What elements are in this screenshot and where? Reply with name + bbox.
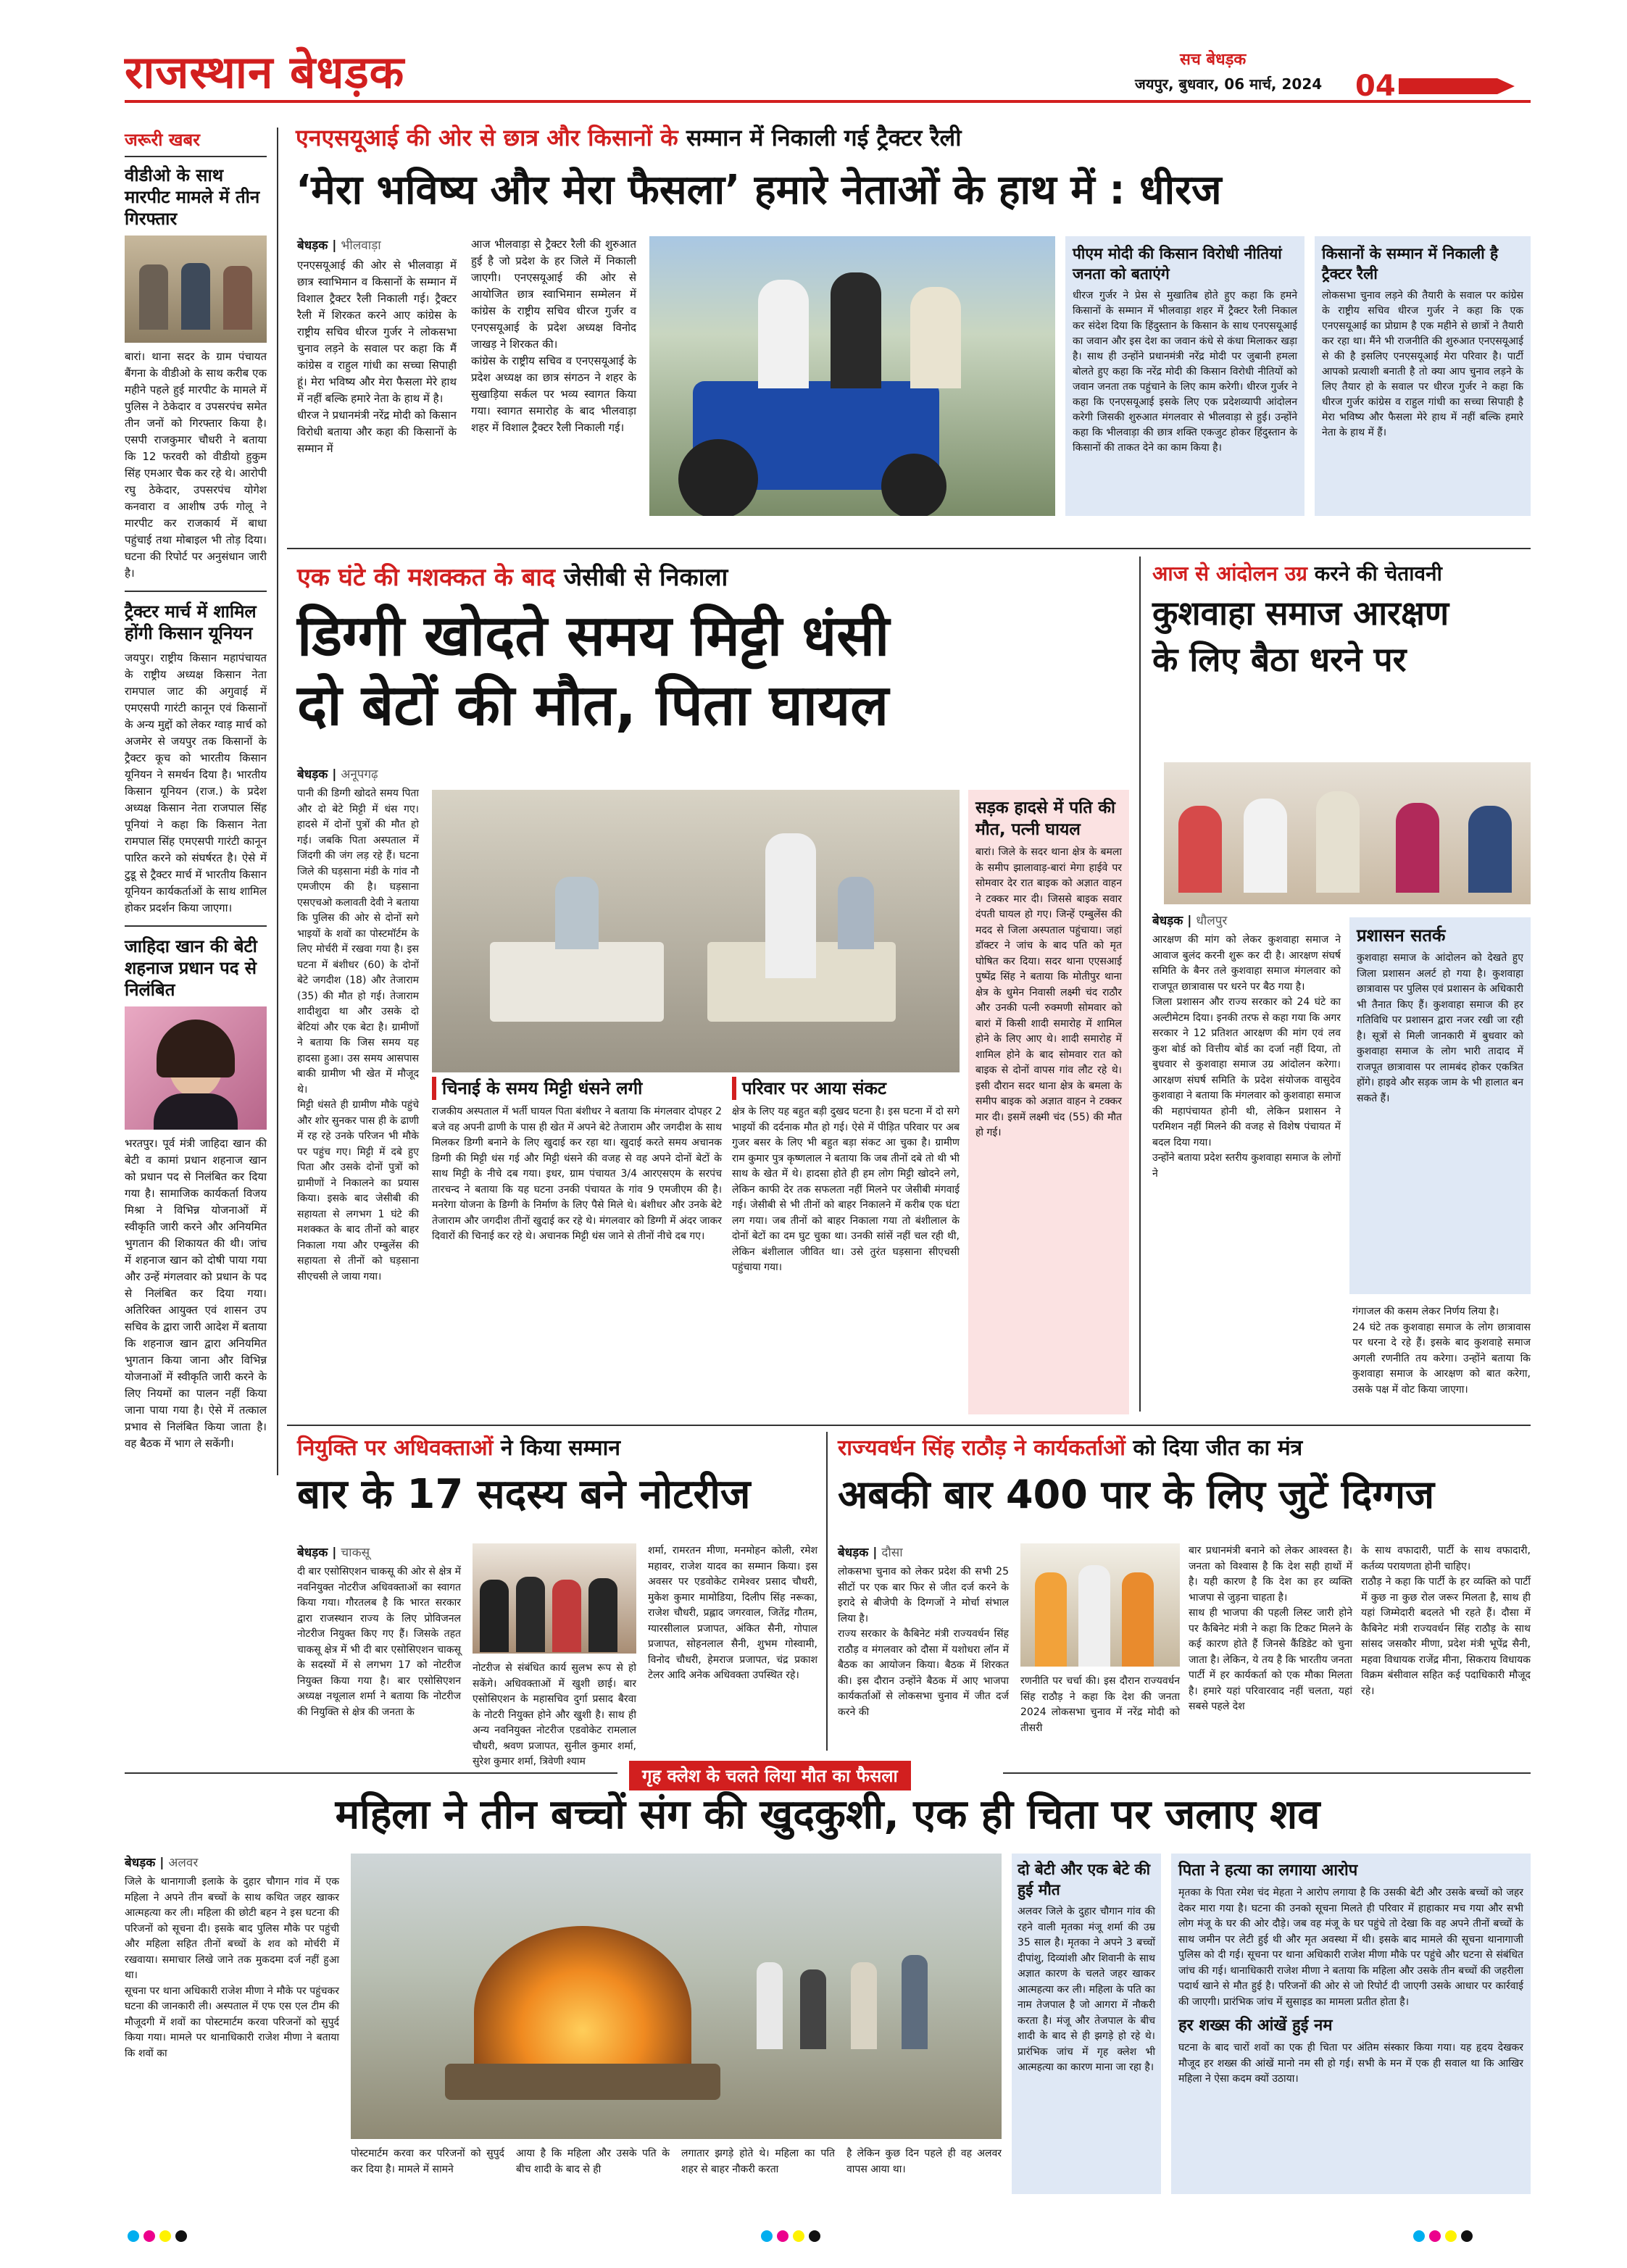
notary-photo bbox=[473, 1543, 636, 1654]
story1-byline: बेधड़क | भीलवाड़ा bbox=[297, 238, 381, 253]
sidebar-label: जरूरी खबर bbox=[125, 128, 267, 157]
story2-box1: चिनाई के समय मिट्टी धंसने लगी राजकीय अस्पताल में भर्ती घायल पिता बंशीधर ने बताया कि मंगलवार दोपहर 2 बजे वह अपनी ढाणी के पास ही खेत में अपने बेटे तेजाराम और जगदीश के साथ मिलकर डिग्गी बनाने के लिए खुदाई कर रहा था। खुदाई करते समय अचानक डिग्गी की मिट्टी धंस गई और मिट्टी धंसने की वजह से वह अपने दोनों बेटों के साथ मिट्टी के नीचे दब गया। इधर, ग्राम पंचायत 3/4 आरएसएम के सरपंच तारचन्द ने बताया कि यह घटना उनकी पंचायत के गांव 9 एमजीएम की है। मनरेगा योजना के डिग्गी के निर्माण के लिए पैसे मिले थे। बंशीधर और उनके बेटे तेजाराम और जगदीश तीनों खुदाई कर रहे थे। मंगलवार को डिग्गी में अंदर जाकर दिवारों की चिनाई कर रहे थे। अचानक मिट्टी धंस जाने से तीनों नीचे दब गए। bbox=[432, 1078, 722, 1242]
masthead-underline bbox=[125, 100, 1531, 103]
sidebar-story1-title: वीडीओ के साथ मारपीट मामले में तीन गिरफ्तार bbox=[125, 165, 260, 229]
sidebar-story3-title: जाहिदा खान की बेटी शहनाज प्रधान पद से निलंबित bbox=[125, 936, 257, 1000]
story2-side: सड़क हादसे में पति की मौत, पत्नी घायल बारां। जिले के सदर थाना क्षेत्र के बमला के समीप झालावाड़-बारां मेगा हाईवे पर सोमवार देर रात बाइक को अज्ञात वाहन ने टक्कर मार दी। जिससे बाइक सवार दंपती घायल हो गए। जिन्हें एम्बुलेंस की मदद से जिला अस्पताल पहुंचाया। जहां डॉक्टर ने जांच के बाद पति को मृत घोषित कर दिया। सदर थाना एएसआई पुष्पेंद्र सिंह ने बताया कि मोतीपुर थाना क्षेत्र के धुमेन निवासी लक्ष्मी चंद राठौर और उनकी पत्नी रुक्मणी सोमवार को बारां में किसी शादी समारोह में शामिल होने के लिए आए थे। शादी समारोह में शामिल होने के बाद सोमवार रात को बाइक से दोनों वापस गांव लौट रहे थे। इसी दौरान सदर थाना क्षेत्र के बमला के समीप बाइक को अज्ञात वाहन ने टक्कर मार दी। इसमें लक्ष्मी चंद (55) की मौत हो गई। bbox=[968, 790, 1129, 1414]
registration-marks-left bbox=[128, 2230, 191, 2245]
story3-col1: बेधड़क | धौलपुर आरक्षण की मांग को लेकर कुशवाहा समाज ने आवाज बुलंद करनी शुरू कर दी है। आरक्षण संघर्ष समिति के बैनर तले कुशवाहा समाज मंगलवार को राजपूत छात्रावास पर धरने पर बैठ गया है। जिला प्रशासन और राज्य सरकार को 24 घंटे का अल्टीमेटम दिया। इनकी तरफ से कहा गया कि अगर सरकार ने 12 प्रतिशत आरक्षण की मांग एवं लव कुश बोर्ड को वित्तीय बोर्ड का दर्जा नहीं दिया, तो बुधवार से कुशवाहा समाज उग्र आंदोलन करेगा। आरक्षण संघर्ष समिति के प्रदेश संयोजक वासुदेव कुशवाहा ने बताया कि मंगलवार को कुशवाहा समाज की महापंचायत होनी थी, लेकिन प्रशासन ने परमिशन नहीं मिलने की वजह से विशेष पंचायत में बदल दिया गया। उन्होंने बताया प्रदेश स्तरीय कुशवाहा समाज के लोगों ने bbox=[1152, 914, 1341, 1180]
story5-kicker: राज्यवर्धन सिंह राठौड़ ने कार्यकर्ताओं को दिया जीत का मंत्र bbox=[838, 1435, 1303, 1461]
story2-divider bbox=[1139, 556, 1141, 1412]
hospital-photo bbox=[432, 790, 960, 1072]
story6-kicker: गृह क्लेश के चलते लिया मौत का फैसला bbox=[629, 1761, 911, 1790]
story5-col2: रणनीति पर चर्चा की। इस दौरान राज्यवर्धन सिंह राठौड़ ने कहा कि देश की जनता 2024 लोकसभा चुनाव में नरेंद्र मोदी को तीसरी bbox=[1020, 1675, 1180, 1734]
sidebar-story3-body: भरतपुर। पूर्व मंत्री जाहिदा खान की बेटी व कामां प्रधान शहनाज खान को प्रधान पद से निलंबित कर दिया गया है। सामाजिक कार्यकर्ता विजय मिश्रा ने विभिन्न योजनाओं में स्वीकृति जारी करने और अनियमित भुगतान की शिकायत की थी। जांच में शहनाज खान को दोषी पाया गया और उन्हें मंगलवार को प्रधान के पद से निलंबित कर दिया गया। अतिरिक्त आयुक्त एवं शासन उप सचिव के द्वारा जारी आदेश में बताया कि शहनाज खान द्वारा अनियमित भुगतान किया जाना और विभिन्न योजनाओं में स्वीकृति जारी करने के लिए नियमों का पालन नहीं किया जाना पाया गया है। ऐसे में तत्काल प्रभाव से निलंबित किया जाता है। वह बैठक में भाग ले सकेंगी। bbox=[125, 1137, 267, 1450]
story4-headline: बार के 17 सदस्य बने नोटरीज bbox=[297, 1471, 751, 1518]
story6-strip2: आया है कि महिला और उसके पति के बीच शादी के बाद से ही bbox=[516, 2148, 670, 2175]
sidebar-story2-title: ट्रैक्टर मार्च में शामिल होंगी किसान यूनियन bbox=[125, 601, 257, 643]
sidebar-story2-body: जयपुर। राष्ट्रीय किसान महापंचायत के राष्ट्रीय अध्यक्ष किसान नेता रामपाल जाट की अगुवाई में एमएसपी गारंटी कानून एवं किसानों के अन्य मुद्दों को लेकर ग्वाड़ मार्च को अजमेर से जयपुर तक किसानों के ट्रैक्टर कूच को भारतीय किसान यूनियन ने समर्थन दिया है। भारतीय किसान यूनियन (राज.) के प्रदेश अध्यक्ष किसान नेता राजपाल सिंह पूनियां ने कहा कि किसान नेता रामपाल सिंह एमएसपी गारंटी कानून पारित करने को संघर्षरत है। ऐसे में टुडू से ट्रैक्टर मार्च में भारतीय किसान यूनियन कार्यकर्ताओं के साथ शामिल होकर प्रदर्शन किया जाएगा। bbox=[125, 651, 267, 914]
pen-nib-icon bbox=[1399, 78, 1515, 94]
story1-col1: बेधड़क | भीलवाड़ा एनएसयूआई की ओर से भीलवाड़ा में छात्र स्वाभिमान व किसानों के सम्मान में विशाल ट्रैक्टर रैली निकाली गई। ट्रैक्टर रैली में शिरकत करने आए कांग्रेस के राष्ट्रीय सचिव धीरज गुर्जर ने लोकसभा चुनाव लड़ने के सवाल पर कहा कि मैं कांग्रेस व राहुल गांधी का सच्चा सिपाही हूं। मेरा भविष्य और मेरा फैसला मेरे हाथ में नहीं बल्कि हमारे नेता के हाथ में है। धीरज ने प्रधानमंत्री नरेंद्र मोदी को किसान विरोधी बताया और कहा की किसानों के सम्मान में bbox=[297, 236, 457, 457]
story3-col2: गंगाजल की कसम लेकर निर्णय लिया है। 24 घंटे तक कुशवाहा समाज के लोग छात्रावास पर धरना दे रहे हैं। इसके बाद कुशवाहे समाज अगली रणनीति तय करेगा। उन्होंने बताया कि कुशवाहा समाज के आरक्षण को बात करेगा, उसके पक्ष में वोट किया जाएगा। bbox=[1352, 1306, 1531, 1396]
story3-headline: कुशवाहा समाज आरक्षण के लिए बैठा धरने पर bbox=[1152, 593, 1449, 679]
story6-col1: बेधड़क | अलवर जिले के थानागाजी इलाके के दुहार चौगान गांव में एक महिला ने अपने तीन बच्चों के साथ कथित जहर खाकर आत्महत्या कर ली। महिला की छोटी बहन ने इस घटना की परिजनों को सूचना दी। इसके बाद पुलिस मौके पर पहुंची और महिला सहित तीनों बच्चों के शव को मोर्चरी में रखवाया। समाचार लिखे जाने तक मुकदमा दर्ज नहीं हुआ था। सूचना पर थाना अधिकारी राजेश मीणा ने मौके पर पहुंचकर घटना की जानकारी ली। अस्पताल में एफ एस एल टीम की मौजूदगी में शवों का पोस्टमार्टम करवा परिजनों को सुपुर्द किया गया। मामले पर थानाधिकारी राजेश मीणा ने बताया कि शवों का bbox=[125, 1856, 339, 2059]
story5-col4: के साथ वफादारी, पार्टी के साथ वफादारी, कर्तव्य परायणता होनी चाहिए। राठौड़ ने कहा कि पार्टी के हर व्यक्ति को पार्टी में कुछ ना कुछ रोल जरूर मिलता है, साथ ही यहां जिम्मेदारी बदलते भी रहते हैं। दौसा में कैबिनेट मंत्री राज्यवर्धन सिंह राठौड़ के साथ सांसद जसकौर मीणा, प्रदेश मंत्री भूपेंद्र सैनी, महवा विधायक राजेंद्र मीना, सिकराय विधायक विक्रम बंसीवाल सहित कई पदाधिकारी मौजूद रहे। bbox=[1361, 1545, 1531, 1697]
story6-top-rule bbox=[125, 1772, 617, 1774]
sidebar-story1-body: बारां। थाना सदर के ग्राम पंचायत बैंगना के वीडीओ के साथ करीब एक महीने पहले हुई मारपीट के मामले में पुलिस ने ठेकेदार व उपसरपंच समेत तीन जनों को गिरफ्तार किया है। एसपी राजकुमार चौधरी ने बताया कि 12 फरवरी को वीडीयो हुकुम सिंह एमआर चैक कर रहे थे। आरोपी रघु ठेकेदार, उपसरपंच योगेश कनवारा व आशीष उर्फ गोलू ने मारपीट कर राजकार्य में बाधा पहुंचाई तथा मोबाइल भी तोड़ दिया। घटना की रिपोर्ट पर अनुसंधान जारी है। bbox=[125, 350, 267, 580]
sidebar-divider bbox=[277, 128, 278, 1475]
funeral-pyre-photo bbox=[351, 1854, 1002, 2139]
masthead-tagline: सच बेधड़क bbox=[1180, 51, 1247, 69]
story1-col2: आज भीलवाड़ा से ट्रैक्टर रैली की शुरुआत हुई है जो प्रदेश के हर जिले में निकाली जाएगी। एनएसयूआई की ओर से आयोजित छात्र स्वाभिमान सम्मेलन में कांग्रेस के राष्ट्रीय सचिव धीरज गुर्जर व एनएसयूआई के प्रदेश अध्यक्ष विनोद जाखड़ ने शिरकत की। कांग्रेस के राष्ट्रीय सचिव व एनएसयूआई के प्रदेश अध्यक्ष का छात्र संगठन ने शहर के सुखाड़िया सर्कल पर भव्य स्वागत किया गया। स्वागत समारोह के बाद भीलवाड़ा शहर में विशाल ट्रैक्टर रैली निकाली गई। bbox=[471, 238, 636, 434]
page-number: 04 bbox=[1355, 70, 1396, 103]
story4-col2: नोटरीज से संबंधित कार्य सुलभ रूप से हो सकेंगे। अधिवक्ताओं में खुशी छाई। बार एसोसिएशन के महासचिव दुर्गा प्रसाद बैरवा के नोटरी नियुक्त होने और खुशी है। साथ ही अन्य नवनियुक्त नोटरीज एडवोकेट रामलाल चौधरी, श्रवण प्रजापत, सुनील कुमार शर्मा, सुरेश कुमार शर्मा, त्रिवेणी श्याम bbox=[473, 1662, 636, 1767]
registration-marks-right bbox=[1413, 2230, 1477, 2245]
story6-strip4: है लेकिन कुछ दिन पहले ही वह अलवर वापस आया था। bbox=[846, 2148, 1002, 2175]
story6-box1: दो बेटी और एक बेटे की हुई मौत अलवर जिले के दुहार चौगान गांव की रहने वाली मृतका मंजू शर्मा की उम्र 35 साल है। मृतका ने अपने 3 बच्चों दीपांशु, दिव्यांशी और शिवानी के साथ अज्ञात कारण के चलते जहर खाकर आत्महत्या कर ली। महिला के पति का नाम तेजपाल है जो आगरा में नौकरी करता है। मंजू और तेजपाल के बीच शादी के बाद से ही झगड़े हो रहे थे। प्रारंभिक जांच में गृह क्लेश भी आत्महत्या का कारण माना जा रहा है। bbox=[1012, 1854, 1161, 2194]
bjp-meeting-photo bbox=[1020, 1543, 1180, 1667]
story1-box1: पीएम मोदी की किसान विरोधी नीतियां जनता को बताएंगे धीरज गुर्जर ने प्रेस से मुखातिब होते हुए कहा कि हमने किसानों के सम्मान में भीलवाड़ा शहर में ट्रैक्टर रैली निकाल कर संदेश दिया कि हिंदुस्तान के किसान के साथ एनएसयूआई का जवान और इस देश का जवान कंधे से कंधा मिलाकर खड़ा है। साथ ही उन्होंने प्रधानमंत्री नरेंद्र मोदी पर जुबानी हमला बोलते हुए कहा कि नरेंद्र मोदी की किसान विरोधी नीतियों को जवान जनता तक पहुंचाने के लिए काम करेगी। धीरज गुर्जर ने कहा कि एनएसयूआई इसके लिए एक प्रदेशव्यापी आंदोलन करेगी जिसकी शुरुआत मंगलवार से भीलवाड़ा से हुई। उन्होंने कहा कि भीलवाड़ा की छात्र शक्ति एकजुट होकर हिंदुस्तान के किसानों की ताकत देने का काम किया है। bbox=[1065, 236, 1304, 516]
arrest-photo bbox=[125, 235, 267, 343]
story1-kicker bbox=[296, 122, 962, 153]
story2-box2: परिवार पर आया संकट क्षेत्र के लिए यह बहुत बड़ी दुखद घटना है। इस घटना में दो सगे भाइयों की दर्दनाक मौत हो गई। ऐसे में पीड़ित परिवार पर अब गुजर बसर के लिए भी बहुत बड़ा संकट आ चुका है। ग्रामीण राम कुमार पुत्र कृष्णलाल ने बताया कि जब तीनों दबे तो थी भी साथ के खेत में थे। हादसा होते ही हम लोग मिट्टी खोदने लगे, लेकिन काफी देर तक सफलता नहीं मिलने पर जेसीबी मंगवाई गई। जेसीबी से भी तीनों को बाहर निकालने में करीब एक घंटा लग गया। जब तीनों को बाहर निकाला गया तो बंशीलाल के दोनों बेटों का दम घुट चुका था। उनकी सांसें नहीं चल रही थी, लेकिन बंशीलाल जीवित था। उसे तुरंत घड़साना सीएचसी पहुंचाया गया। bbox=[732, 1078, 960, 1273]
story5-col1: बेधड़क | दौसा लोकसभा चुनाव को लेकर प्रदेश की सभी 25 सीटों पर एक बार फिर से जीत दर्ज करने के इरादे से बीजेपी के दिग्गजों ने मोर्चा संभाल लिया है। राज्य सरकार के कैबिनेट मंत्री राज्यवर्धन सिंह राठौड़ व मंगलवार को दौसा में यशोधरा लॉन में बैठक का आयोजन किया। बैठक में शिरकत की। इस दौरान उन्होंने बैठक में आए भाजपा कार्यकर्ताओं से लोकसभा चुनाव में जीत दर्ज करने की bbox=[838, 1546, 1009, 1718]
story1-bottom-rule bbox=[287, 548, 1531, 549]
story4-col3: शर्मा, रामरतन मीणा, मनमोहन कोली, रमेश महावर, राजेश यादव का सम्मान किया। इस अवसर पर एडवोकेट रामेश्वर प्रसाद चौधरी, मुकेश कुमार मामोडिया, दिलीप सिंह नरूका, राजेश चौधरी, प्रह्लाद जगरवाल, जितेंद्र गौतम, ग्यारसीलाल प्रजापत, अंकित सैनी, गोपाल प्रजापत, सोहनलाल सैनी, शुभम गोस्वामी, विनोद चौधरी, हेमराज प्रजापत, चंद्र प्रकाश टेलर आदि अनेक अधिवक्ता उपस्थित रहे। bbox=[648, 1545, 817, 1681]
story3-kicker: आज से आंदोलन उग्र करने की चेतावनी bbox=[1152, 562, 1442, 585]
story2-col1: बेधड़क | अनूपगढ़ पानी की डिग्गी खोदते समय पिता और दो बेटे मिट्टी में धंस गए। हादसे में दोनों पुत्रों की मौत हो गई। जबकि पिता अस्पताल में जिंदगी की जंग लड़ रहे हैं। घटना जिले की घड़साना मंडी के गांव नौ एमजीएम की है। घड़साना एसएचओ कलावती देवी ने बताया कि पुलिस की ओर से दोनों सगे भाइयों के शवों का पोस्टमॉर्टम के लिए मोर्चरी में रखवा गया है। इस घटना में बंशीधर (60) के दोनों बेटे जगदीश (18) और तेजाराम (35) की मौत हो गई। तेजाराम शादीशुदा था और उसके दो बेटियां और एक बेटा है। ग्रामीणों ने बताया कि जिस समय यह हादसा हुआ। उस समय आसपास बाकी ग्रामीण भी खेत में मौजूद थे। मिट्टी धंसते ही ग्रामीण मौके पहुंचे और शोर सुनकर पास ही के ढाणी में रह रहे उनके परिजन भी मौके पर पहुंच गए। मिट्टी में दबे हुए पिता और उसके दोनों पुत्रों को ग्रामीणों ने निकालने का प्रयास किया। इसके बाद जेसीबी की सहायता से लगभग 1 घंटे की मशक्कत के बाद तीनों को बाहर निकाला गया और एम्बुलेंस की सहायता से तीनों को घड़साना सीएचसी ले जाया गया। bbox=[297, 767, 419, 1283]
protest-photo bbox=[1164, 762, 1531, 904]
story6-top-rule-right bbox=[1003, 1772, 1531, 1774]
story2-kicker: एक घंटे की मशक्कत के बाद जेसीबी से निकाला bbox=[297, 563, 728, 592]
story5-headline: अबकी बार 400 पार के लिए जुटें दिग्गज bbox=[838, 1472, 1435, 1517]
sidebar bbox=[125, 128, 267, 1452]
mid-rule bbox=[287, 1425, 1531, 1426]
story6-strip3: लगातार झगड़े होते थे। महिला का पति शहर से बाहर नौकरी करता bbox=[681, 2148, 835, 2175]
masthead-dateline: जयपुर, बुधवार, 06 मार्च, 2024 bbox=[1135, 75, 1323, 93]
story6-box2: पिता ने हत्या का लगाया आरोप मृतका के पिता रमेश चंद मेहता ने आरोप लगाया है कि उसकी बेटी और उसके बच्चों को जहर देकर मारा गया है। घटना की उनको सूचना मिलते ही परिवार में हाहाकार मच गया और सभी लोग मंजू के घर की ओर दौड़े। जब वह मंजू के घर पहुंचे तो देखा कि वह अपने तीनों बच्चों के साथ जमीन पर लेटी हुई थी और मृत अवस्था में थी। इसके बाद मामले की सूचना थानागाजी पुलिस को दी गई। सूचना पर थाना अधिकारी राजेश मीणा मौके पर पहुंचे और घटना से संबंधित जांच की गई। थानाधिकारी राजेश मीणा ने बताया कि महिला और उसके तीन बच्चों की जहरीला पदार्थ खाने से मौत हुई है। परिजनों की ओर से जो रिपोर्ट दी जाएगी उसके आधार पर कार्रवाई की जाएगी। प्रारंभिक जांच में सुसाइड का मामला प्रतीत होता है। हर शख्स की आंखें हुई नम घटना के बाद चारों शवों का एक ही चिता पर अंतिम संस्कार किया गया। यह हृदय देखकर मौजूद हर शख्स की आंखें मानो नम सी हो गई। सभी के मन में एक ही सवाल था कि आखिर महिला ने ऐसा कदम क्यों उठाया। bbox=[1171, 1854, 1531, 2194]
story1-kicker-black: सम्मान में निकाली गई ट्रैक्टर रैली bbox=[686, 124, 962, 151]
registration-marks-center bbox=[761, 2230, 825, 2245]
masthead-brand: राजस्थान बेधड़क bbox=[125, 46, 405, 99]
story4-divider bbox=[826, 1432, 828, 1751]
story5-col3: बार प्रधानमंत्री बनाने को लेकर आश्वस्त है। जनता को विश्वास है कि देश सही हाथों में है। यही कारण है कि देश का हर व्यक्ति भाजपा से जुड़ना चाहता है। साथ ही भाजपा की पहली लिस्ट जारी होने पर कैबिनेट मंत्री ने कहा कि टिकट मिलने के कई कारण होते हैं जिनसे कैंडिडेट को चुना जाता है। लेकिन, ये तय है कि भारतीय जनता पार्टी में हर कार्यकर्ता को एक मौका मिलता है। हमारे यहां परिवारवाद नहीं चलता, यहां सबसे पहले देश bbox=[1189, 1545, 1352, 1712]
story3-box: प्रशासन सतर्क कुशवाहा समाज के आंदोलन को देखते हुए जिला प्रशासन अलर्ट हो गया है। कुशवाहा छात्रावास पर पुलिस एवं प्रशासन के अधिकारी भी तैनात किए हैं। कुशवाहा समाज की हर गतिविधि पर प्रशासन द्वारा नजर रखी जा रही है। सूत्रों से मिली जानकारी में बुधवार को कुशवाहा समाज के लोग भारी तादाद में राजपूत छात्रावास पर लामबंद होकर एकत्रित होंगे। हाइवे और सड़क जाम के भी हालात बन सकते हैं। bbox=[1349, 917, 1531, 1294]
story4-col1: बेधड़क | चाकसू दी बार एसोसिएशन चाकसू की ओर से क्षेत्र में नवनियुक्त नोटरीज अधिवक्ताओं का स्वागत किया गया। गौरतलब है कि भारत सरकार द्वारा राजस्थान राज्य के लिए प्रोविजनल नोटरीज नियुक्त किए गए हैं। जिसके तहत चाकसू क्षेत्र में भी दी बार एसोसिएशन चाकसू के सदस्यों में से लगभग 17 को नोटरीज नियुक्त किया गया है। बार एसोसिएशन अध्यक्ष नथूलाल शर्मा ने बताया कि नोटरीज की नियुक्ति से क्षेत्र की जनता के bbox=[297, 1546, 461, 1718]
story6-strip1: पोस्टमार्टम करवा कर परिजनों को सुपुर्द कर दिया है। मामले में सामने bbox=[351, 2148, 504, 2175]
story1-box2: किसानों के सम्मान में निकाली है ट्रैक्टर रैली लोकसभा चुनाव लड़ने की तैयारी के सवाल पर कांग्रेस के राष्ट्रीय सचिव धीरज गुर्जर ने कहा कि एक एनएसयूआई का प्रोग्राम है एक महीने से छात्रों ने तैयारी कर रहा था। मैंने भी राजनीति की शुरुआत एनएसयूआई से की है इसलिए एनएसयूआई मेरा परिवार है। पार्टी आपको प्रत्याशी बनाती है तो क्या आप चुनाव लड़ने के लिए तैयार हो के सवाल पर धीरज गुर्जर ने कहा कि धीरज गुर्जर कांग्रेस व राहुल गांधी का सच्चा सिपाही है मेरा भविष्य और फैसला मेरे हाथ में नहीं बल्कि हमारे नेता के हाथ में हैं। bbox=[1315, 236, 1531, 516]
story1-headline: ‘मेरा भविष्य और मेरा फैसला’ हमारे नेताओं के हाथ में : धीरज bbox=[296, 167, 1222, 214]
story6-headline: महिला ने तीन बच्चों संग की खुदकुशी, एक ही चिता पर जलाए शव bbox=[335, 1791, 1320, 1838]
story2-headline: डिग्गी खोदते समय मिट्टी धंसी दो बेटों की मौत, पिता घायल bbox=[297, 604, 890, 738]
portrait-photo bbox=[125, 1006, 267, 1130]
story4-kicker: नियुक्ति पर अधिवक्ताओं ने किया सम्मान bbox=[297, 1435, 620, 1461]
tractor-rally-photo bbox=[649, 236, 1055, 516]
story1-kicker-red: एनएसयूआई की ओर से छात्र और किसानों के bbox=[296, 124, 678, 151]
